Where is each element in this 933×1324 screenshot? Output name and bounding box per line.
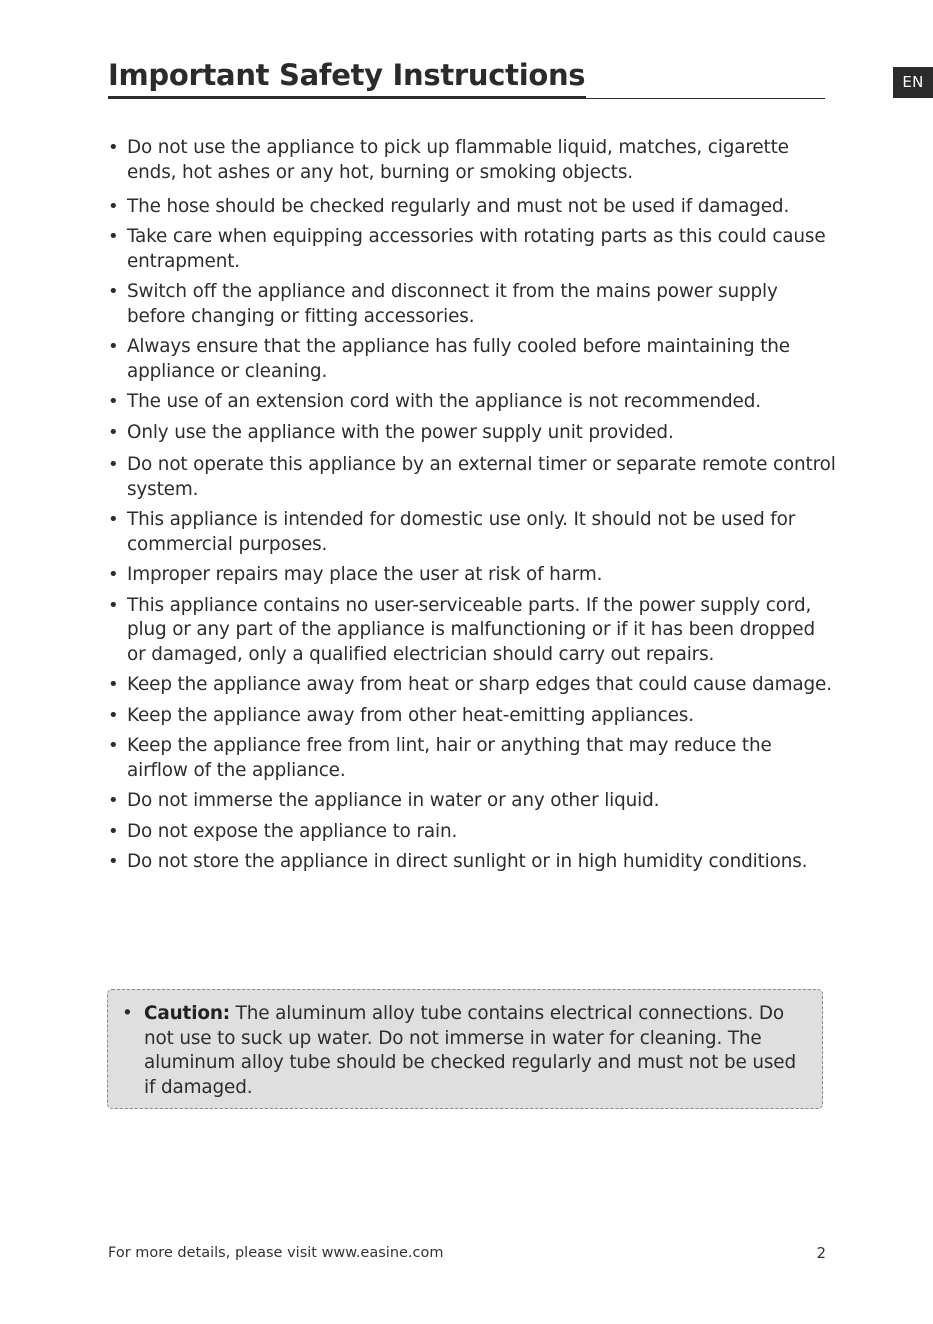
caution-box	[107, 989, 823, 1109]
list-item	[108, 453, 838, 502]
list-item-text: Take care when equipping accessories with rotating parts as this could cause entrapment.	[127, 226, 826, 272]
caution-body: The aluminum alloy tube contains electrical connections. Do not use to suck up water. Do not immerse in water for cleaning. The aluminum alloy tube should be checked regularly and must not be used if damaged.	[144, 1003, 796, 1098]
list-item-text: The use of an extension cord with the appliance is not recommended.	[127, 391, 761, 412]
list-item-text: Keep the appliance free from lint, hair or anything that may reduce the airflow of the appliance.	[127, 735, 772, 781]
bullet-icon: •	[122, 1003, 133, 1024]
page-title: Important Safety Instructions	[108, 58, 586, 92]
bullet-icon: •	[108, 594, 119, 616]
bullet-icon: •	[108, 195, 119, 217]
bullet-icon: •	[108, 564, 119, 585]
list-item	[108, 508, 838, 557]
safety-instructions-list	[108, 136, 838, 881]
list-item	[108, 850, 838, 875]
list-item-text: Do not immerse the appliance in water or any other liquid.	[127, 790, 660, 811]
footer-website-note: For more details, please visit www.easine.com	[108, 1245, 444, 1261]
list-item	[108, 195, 838, 220]
bullet-icon: •	[108, 421, 119, 443]
list-item-text: Do not use the appliance to pick up flammable liquid, matches, cigarette ends, hot ashes or any hot, burning or smoking objects.	[127, 137, 789, 183]
bullet-icon: •	[108, 226, 119, 247]
list-item	[108, 280, 838, 329]
list-item-text: Keep the appliance away from other heat-emitting appliances.	[127, 704, 694, 726]
list-item-text: The hose should be checked regularly and must not be used if damaged.	[127, 195, 790, 217]
bullet-icon: •	[108, 281, 119, 302]
bullet-icon: •	[108, 851, 119, 872]
bullet-icon: •	[108, 820, 119, 842]
title-underline	[108, 96, 586, 99]
bullet-icon: •	[108, 704, 119, 726]
list-item	[108, 421, 838, 446]
list-item	[108, 563, 838, 588]
list-item	[108, 820, 838, 845]
list-item	[108, 335, 838, 384]
list-item	[108, 225, 838, 274]
list-item	[108, 594, 838, 668]
list-item-text: Always ensure that the appliance has fully cooled before maintaining the appliance or cleaning.	[127, 336, 790, 382]
caution-label: Caution:	[144, 1003, 230, 1024]
list-item-text: This appliance is intended for domestic use only. It should not be used for commercial purposes.	[127, 509, 796, 555]
bullet-icon: •	[108, 509, 119, 530]
list-item	[108, 673, 838, 698]
bullet-icon: •	[108, 454, 119, 475]
list-item-text: Do not expose the appliance to rain.	[127, 820, 458, 842]
bullet-icon: •	[108, 790, 119, 811]
bullet-icon: •	[108, 137, 119, 158]
list-item	[108, 734, 838, 783]
list-item	[108, 390, 838, 415]
list-item-text: This appliance contains no user-serviceable parts. If the power supply cord, plug or any part of the appliance is malfunctioning or if it has been dropped or damaged, only a qualified electrician should carry out repairs.	[127, 594, 815, 665]
page-number: 2	[816, 1244, 826, 1262]
list-item	[108, 704, 838, 729]
list-item-text: Only use the appliance with the power supply unit provided.	[127, 421, 674, 443]
list-item	[108, 789, 838, 814]
list-item-text: Do not operate this appliance by an external timer or separate remote control system.	[127, 454, 836, 500]
list-item	[108, 136, 838, 185]
language-tab: EN	[893, 67, 933, 98]
header-divider	[586, 98, 825, 99]
bullet-icon: •	[108, 391, 119, 412]
bullet-icon: •	[108, 336, 119, 357]
bullet-icon: •	[108, 674, 119, 695]
list-item-text: Switch off the appliance and disconnect it from the mains power supply before changing or fitting accessories.	[127, 281, 778, 327]
list-item-text: Improper repairs may place the user at risk of harm.	[127, 564, 603, 585]
caution-note	[122, 1002, 812, 1100]
list-item-text: Keep the appliance away from heat or sharp edges that could cause damage.	[127, 674, 832, 695]
list-item-text: Do not store the appliance in direct sunlight or in high humidity conditions.	[127, 851, 808, 872]
bullet-icon: •	[108, 735, 119, 756]
